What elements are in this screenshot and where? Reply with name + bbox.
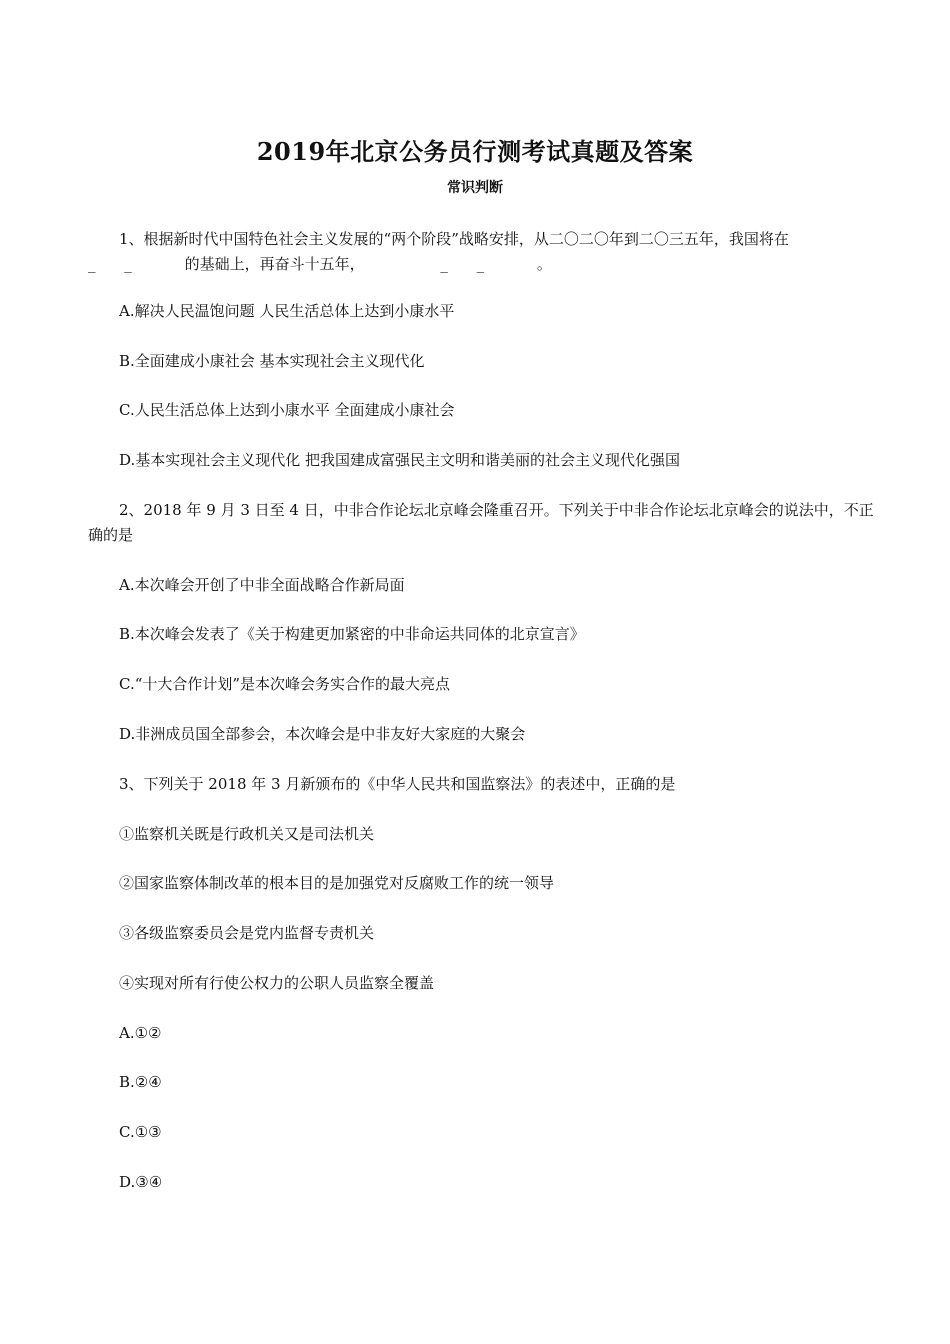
question-1-stem-part-c: 。 (536, 255, 552, 273)
question-2-option-a: A.本次峰会开创了中非全面战略合作新局面 (119, 576, 405, 594)
question-1-option-d: D.基本实现社会主义现代化 把我国建成富强民主文明和谐美丽的社会主义现代化强国 (119, 451, 681, 469)
question-3-statement-2: ②国家监察体制改革的根本目的是加强党对反腐败工作的统一领导 (119, 874, 555, 892)
question-3-stem: 3、下列关于 2018 年 3 月新颁布的《中华人民共和国监察法》的表述中，正确的是 (119, 775, 676, 793)
section-heading: 常识判断 (447, 180, 503, 196)
question-2-option-c: C.“十大合作计划”是本次峰会务实合作的最大亮点 (119, 675, 451, 693)
question-1-stem-part-b: 的基础上，再奋斗十五年， (184, 255, 365, 273)
question-1-stem-part-a: 1、根据新时代中国特色社会主义发展的“两个阶段”战略安排，从二〇二〇年到二〇三五年，我国将在 (119, 230, 789, 248)
question-3-statement-4: ④实现对所有行使公权力的公职人员监察全覆盖 (119, 974, 435, 992)
question-3-option-a: A.①② (119, 1024, 162, 1042)
question-1-stem (88, 227, 878, 277)
question-2-stem: 2、2018 年 9 月 3 日至 4 日，中非合作论坛北京峰会隆重召开。下列关于中非合作论坛北京峰会的说法中，不正确的是 (88, 501, 874, 544)
question-1-option-c: C.人民生活总体上达到小康水平 全面建成小康社会 (119, 401, 455, 419)
question-1-option-b: B.全面建成小康社会 基本实现社会主义现代化 (119, 352, 425, 370)
question-3-option-c: C.①③ (119, 1123, 162, 1141)
question-1-blank-2: _ _ (440, 255, 497, 273)
question-2-option-d: D.非洲成员国全部参会，本次峰会是中非友好大家庭的大聚会 (119, 725, 526, 743)
question-3-statement-1: ①监察机关既是行政机关又是司法机关 (119, 825, 375, 843)
question-3-statement-3: ③各级监察委员会是党内监督专责机关 (119, 924, 375, 942)
question-1-option-a: A.解决人民温饱问题 人民生活总体上达到小康水平 (119, 302, 455, 320)
question-3-option-d: D.③④ (119, 1173, 163, 1191)
document-title: 2019年北京公务员行测考试真题及答案 (256, 137, 694, 166)
question-3-option-b: B.②④ (119, 1073, 162, 1091)
question-2-option-b: B.本次峰会发表了《关于构建更加紧密的中非命运共同体的北京宣言》 (119, 625, 585, 643)
question-1-blank-1: _ _ (88, 255, 144, 273)
